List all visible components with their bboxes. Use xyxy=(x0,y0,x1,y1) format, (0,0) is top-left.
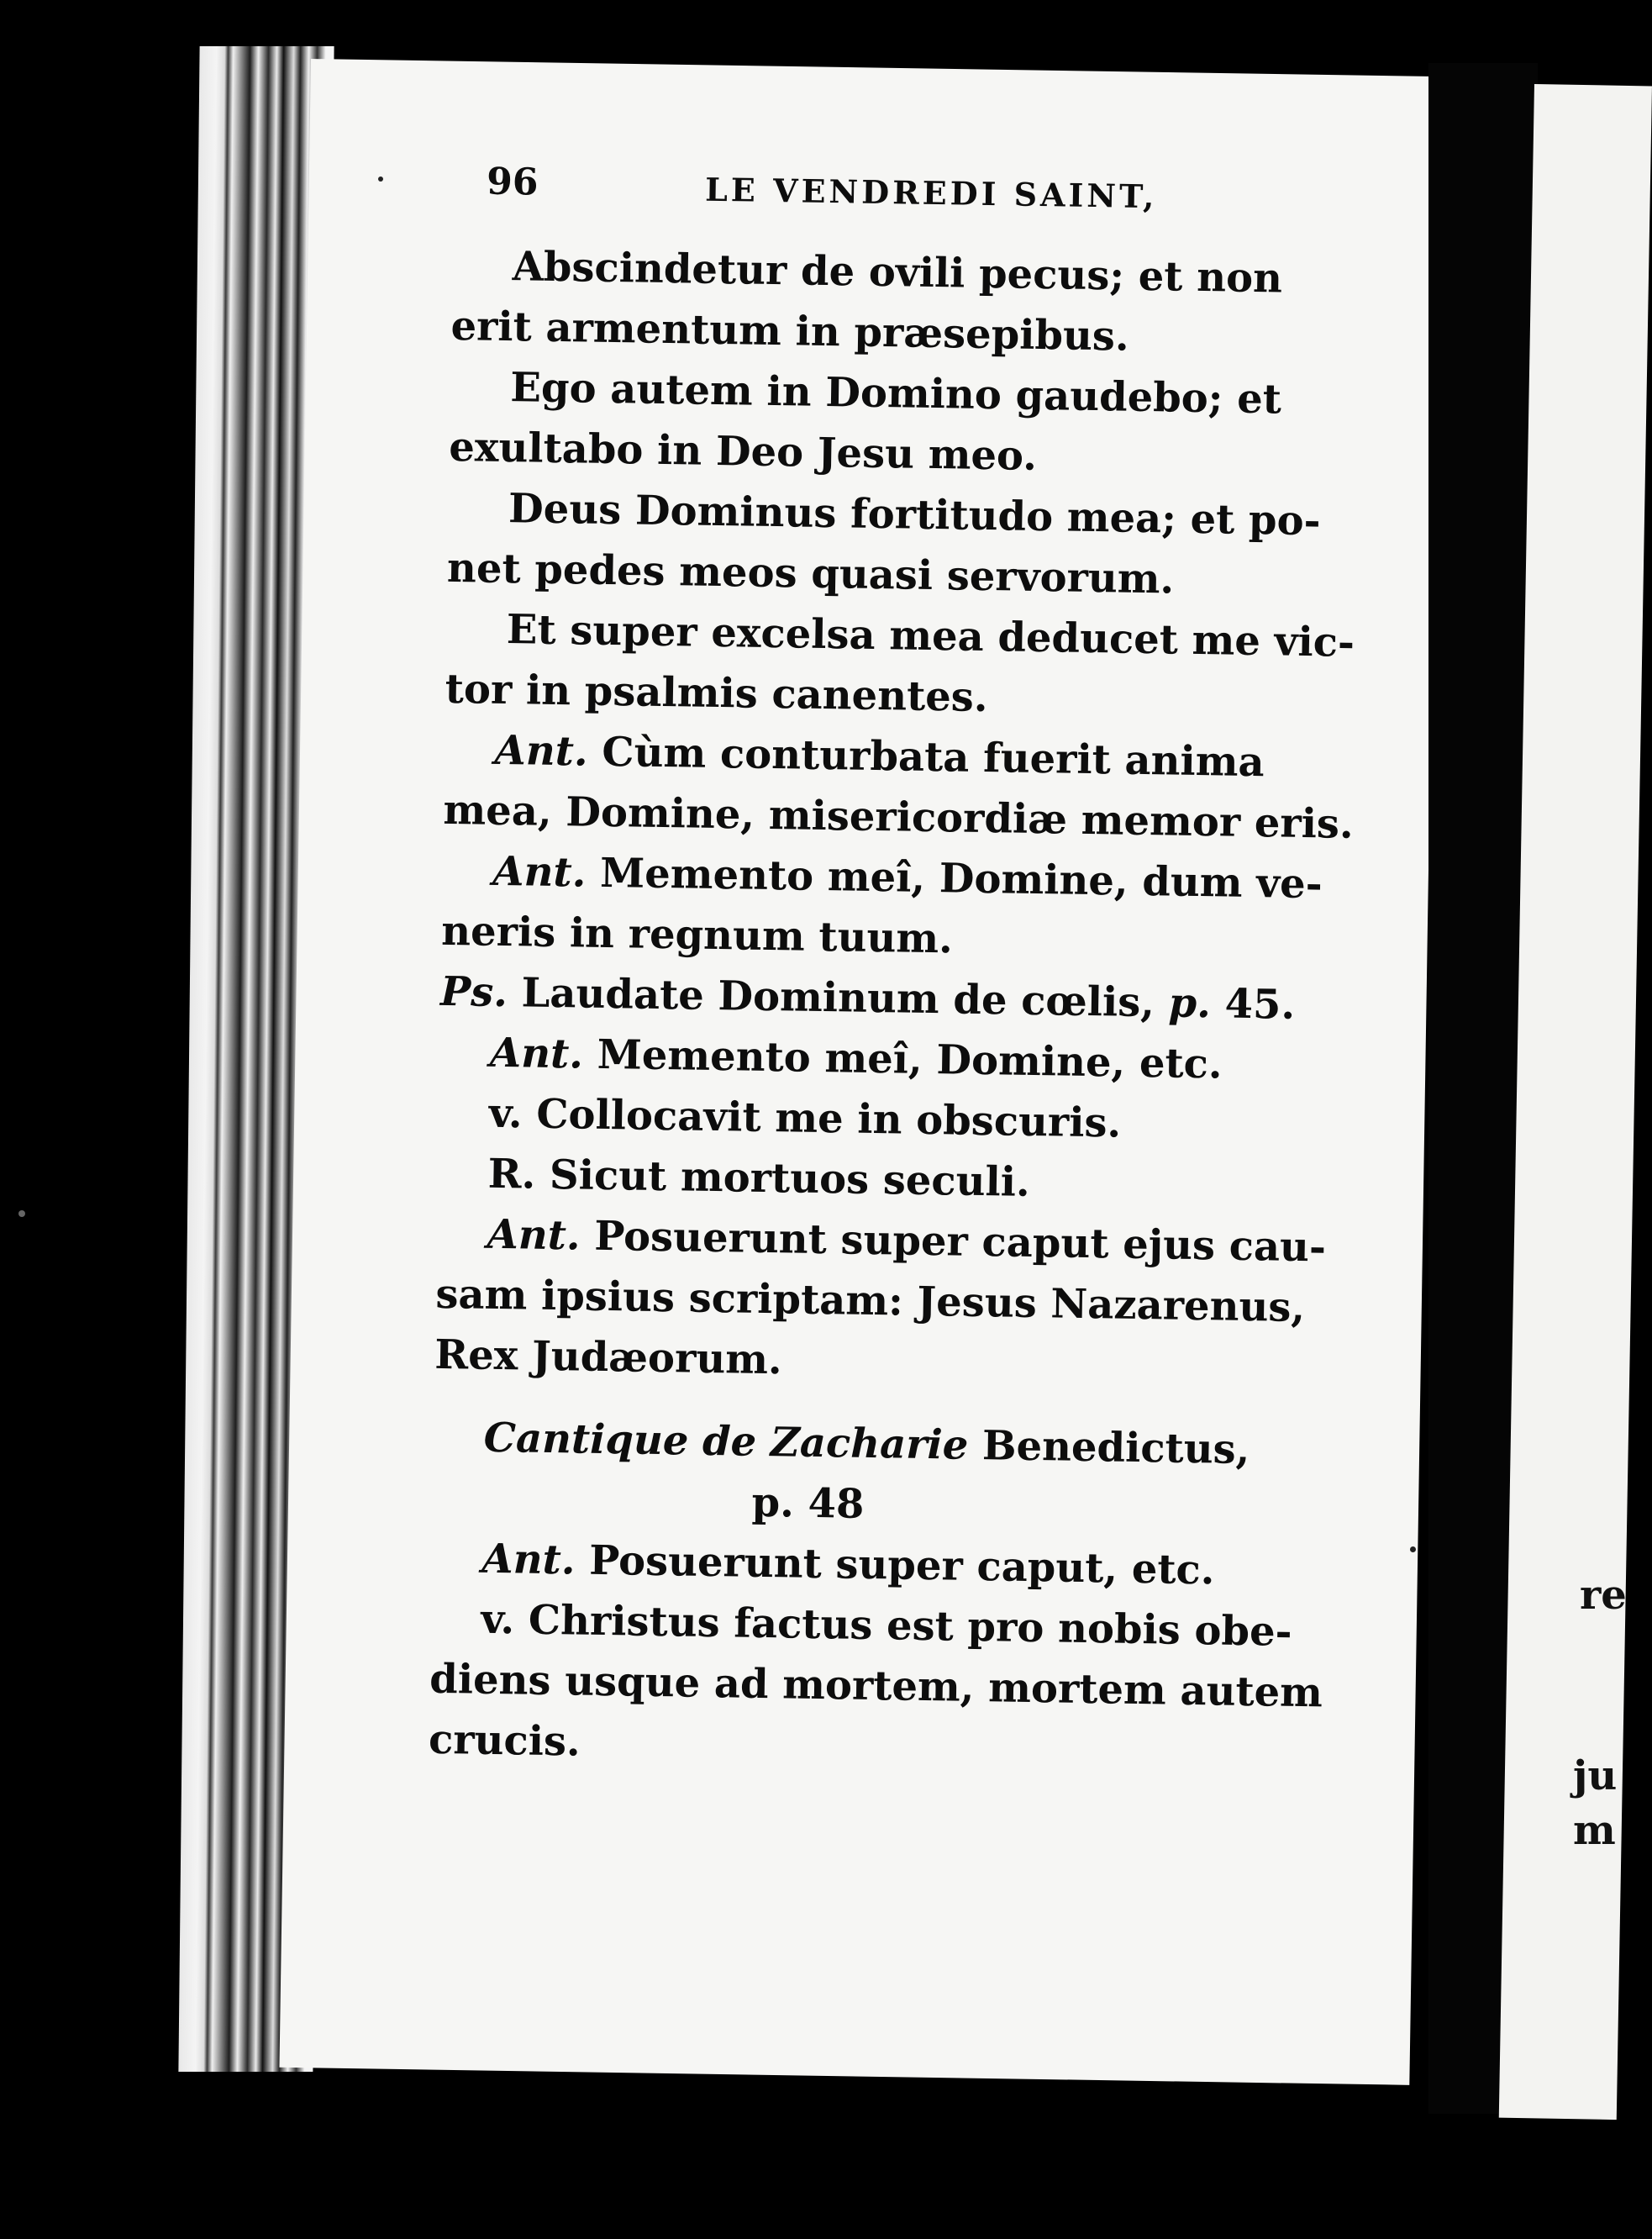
antiphon-label: Ant. xyxy=(489,1029,584,1078)
response-text: Sicut mortuos seculi. xyxy=(549,1151,1031,1206)
text-line: sam ipsius scriptam: Jesus Nazarenus, xyxy=(435,1270,1306,1332)
cantique-page-ref: p. 48 xyxy=(751,1478,865,1528)
versicle-text: Christus factus est pro nobis obe- xyxy=(528,1596,1292,1656)
right-page-fragment: m xyxy=(1573,1807,1616,1854)
text-line: Deus Dominus fortitudo mea; et po- xyxy=(508,485,1321,545)
text-line: Abscindetur de ovili pecus; et non xyxy=(512,243,1283,303)
antiphon-label: Ant. xyxy=(487,1210,581,1260)
text-line: Ego autem in Domino gaudebo; et xyxy=(509,364,1282,424)
text-line: diens usque ad mortem, mortem autem xyxy=(429,1655,1323,1717)
antiphon-text: Cùm conturbata fuerit anima xyxy=(601,728,1265,787)
antiphon-text: Memento meî, Domine, etc. xyxy=(597,1030,1223,1088)
text-line: mea, Domine, misericordiæ memor eris. xyxy=(443,786,1355,848)
cantique-name: Benedictus, xyxy=(981,1422,1250,1474)
versicle-label: v. xyxy=(488,1089,523,1138)
antiphon-label: Ant. xyxy=(494,726,589,776)
text-line: exultabo in Deo Jesu meo. xyxy=(448,423,1038,480)
psalm-text: Laudate Dominum de cœlis, xyxy=(521,969,1155,1027)
text-line: erit armentum in præsepibus. xyxy=(450,302,1130,361)
text-line: tor in psalmis canentes. xyxy=(445,665,988,722)
dust-speck xyxy=(1410,1546,1416,1552)
text-line: crucis. xyxy=(428,1715,581,1766)
right-page-fragment: re xyxy=(1580,1572,1627,1619)
page-number: 96 xyxy=(486,160,539,204)
psalm-label: Ps. xyxy=(439,967,508,1017)
text-line: net pedes meos quasi servorum. xyxy=(446,544,1175,603)
antiphon-text: Posuerunt super caput ejus cau- xyxy=(593,1212,1327,1272)
versicle-text: Collocavit me in obscuris. xyxy=(535,1090,1122,1147)
page-ref-number: 45. xyxy=(1224,980,1296,1029)
text-line: Rex Judæorum. xyxy=(434,1330,783,1384)
response-label: R. xyxy=(487,1150,536,1199)
right-page-fragment: ju xyxy=(1573,1752,1618,1799)
antiphon-text: Memento meî, Domine, dum ve- xyxy=(599,849,1323,909)
antiphon-label: Ant. xyxy=(481,1535,576,1584)
versicle-label: v. xyxy=(480,1595,515,1644)
cantique-title: Cantique de Zacharie xyxy=(483,1414,969,1469)
page-header xyxy=(452,143,1378,250)
dust-speck xyxy=(18,1210,25,1217)
running-title: LE VENDREDI SAINT, xyxy=(704,170,1158,216)
dust-speck xyxy=(378,176,383,182)
text-line: Et super excelsa mea deducet me vic- xyxy=(506,606,1355,666)
page-ref-label: p. xyxy=(1168,979,1212,1028)
text-line: neris in regnum tuum. xyxy=(440,907,954,963)
page-text xyxy=(429,143,1378,1784)
antiphon-text: Posuerunt super caput, etc. xyxy=(588,1536,1215,1594)
antiphon-label: Ant. xyxy=(492,847,587,897)
